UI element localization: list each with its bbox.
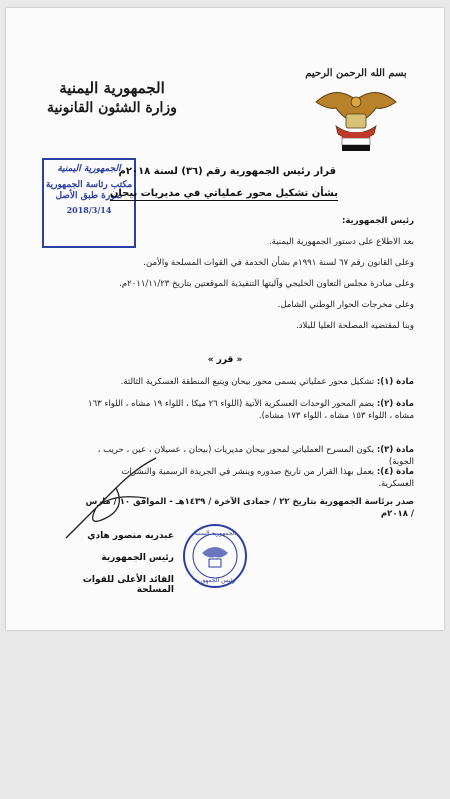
signatory-title: رئيس الجمهورية [101, 553, 174, 563]
article-text: يكون المسرح العملياتي لمحور بيحان مديريات (بيحان ، عسيلان ، عين ، حريب ، الجوبة) [97, 445, 414, 467]
article-text: يضم المحور الوحدات العسكرية الآتية (اللواء ٢٦ ميكا ، اللواء ١٩ مشاه ، اللواء ١٦٣ مشاه ، اللواء ١٥٣ مشاه ، اللواء ١٧٣ مشاه). [88, 399, 414, 421]
preamble-line: وعلى مبادرة مجلس التعاون الخليجي وآليتها التنفيذية الموقعتين بتاريخ ٢٠١١/١١/٢٣م. [119, 279, 414, 289]
stamp-line3: صورة طبق الأصل [55, 191, 123, 201]
preamble-line: وعلى القانون رقم ٦٧ لسنة ١٩٩١م بشأن الخدمة في القوات المسلحة والأمن. [143, 258, 414, 268]
seal-bottom-text: رئيس الجمهورية [194, 577, 236, 584]
presidential-seal [182, 523, 248, 589]
article [84, 398, 414, 422]
signatory-block [44, 531, 174, 595]
preamble-line: وعلى مخرجات الحوار الوطني الشامل. [277, 300, 414, 310]
article-label: مادة (٢): [376, 399, 414, 409]
preamble-line: بعد الاطلاع على دستور الجمهورية اليمنية. [268, 237, 414, 247]
decides-heading: « قرر » [207, 355, 243, 365]
preamble-line: وبنا لمقتضيه المصلحة العليا للبلاد. [296, 321, 414, 331]
article-label: مادة (٤): [376, 467, 414, 477]
stamp-line2: مكتب رئاسة الجمهورية [45, 180, 133, 190]
signatory-role: القائد الأعلى للقوات المسلحة [82, 575, 174, 595]
org-name: الجمهورية اليمنية [59, 79, 165, 97]
seal-top-text: الجمهورية اليمنية [193, 530, 237, 537]
article-label: مادة (١): [376, 377, 414, 387]
article-text: تشكيل محور عملياتي يسمى محور بيحان ويتبع المنطقة العسكرية الثالثة. [120, 377, 375, 387]
decree-title: قرار رئيس الجمهورية رقم (٣٦) لسنة ٢٠١٨م [118, 166, 336, 177]
stamp-date: 2018/3/14 [66, 205, 112, 215]
document-page [6, 8, 444, 630]
issued-line: صدر برئاسة الجمهورية بتاريخ ٢٢ / جمادى الآخرة / ١٤٣٩هـ - الموافق ١٠ / مارس / ٢٠١٨م [85, 497, 414, 519]
org-header [42, 78, 182, 118]
addressee: رئيس الجمهورية: [341, 216, 414, 226]
article [84, 376, 414, 388]
article-label: مادة (٣): [376, 445, 414, 455]
ministry-name: وزارة الشئون القانونية [47, 100, 177, 116]
basmala: بسم الله الرحمن الرحيم [305, 68, 407, 79]
signatory-name: عبدربه منصور هادي [87, 531, 174, 541]
stamp-line1: الجمهورية اليمنية [57, 164, 121, 174]
yemen-eagle-emblem-icon [306, 82, 406, 154]
article-text: يعمل بهذا القرار من تاريخ صدوره وينشر في الجريدة الرسمية والنشرات العسكرية. [121, 467, 414, 489]
decree-subject: بشأن تشكيل محور عملياتي في مديريات بيحان [109, 188, 338, 199]
